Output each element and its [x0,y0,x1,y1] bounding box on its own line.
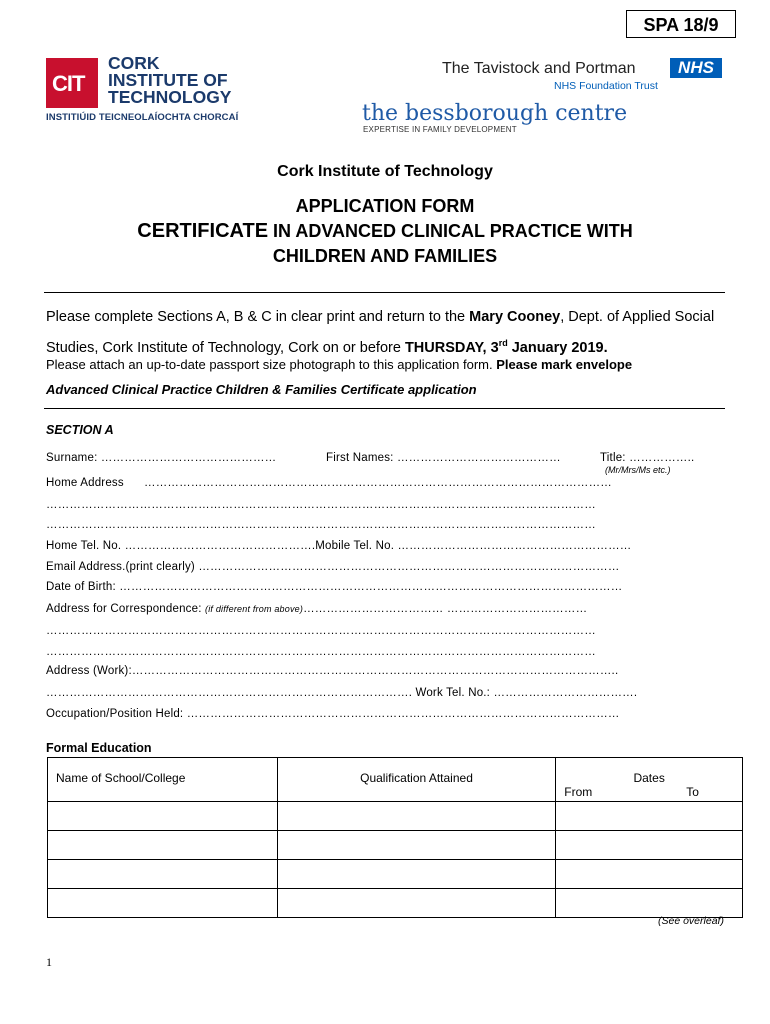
correspondence-address-line[interactable]: …………………………………………………………………………………………………………………………… [46,625,596,637]
cit-abbr: CIT [52,71,85,96]
qualification-cell[interactable] [277,889,556,918]
qualification-cell[interactable] [277,831,556,860]
deadline-date: THURSDAY, 3rd January 2019. [404,338,608,356]
nhs-logo: NHS [670,58,722,78]
qualification-cell[interactable] [277,802,556,831]
from-subheader: From [564,785,593,799]
certificate-word: CERTIFICATE [137,220,269,242]
dates-column-header: Dates From To [556,758,743,802]
nhs-trust-text: NHS Foundation Trust [554,80,658,92]
table-row [48,802,743,831]
dates-cell[interactable] [556,889,743,918]
column-header: Name of School/College [48,758,278,802]
certificate-subtitle: CHILDREN AND FAMILIES [272,246,498,266]
see-overleaf-note: (See overleaf) [658,915,724,927]
photo-instruction: Please attach an up-to-date passport size photograph to this application form. Please mark envelope [46,357,633,372]
phone-fields[interactable]: Home Tel. No. ………………………………………….Mobile Tel. No. …………………………………………………… [46,540,632,552]
table-row [48,860,743,889]
contact-name: Mary Cooney [469,309,561,325]
form-title: APPLICATION FORM [295,196,475,216]
institution-heading: Cork Institute of Technology [277,163,493,180]
table-row [48,889,743,918]
home-address-field[interactable]: ………………………………………………………………………………………………………… [144,477,612,489]
bessborough-tagline: EXPERTISE IN FAMILY DEVELOPMENT [363,125,517,134]
cit-irish-name: INSTITIÚID TEICNEOLAÍOCHTA CHORCAÍ [46,112,239,123]
correspondence-note: (if different from above) [205,604,304,614]
intro-text: , Dept. of Applied Social Studies, Cork Institute of Technology, Cork on or before [46,309,715,356]
intro-paragraph [46,304,726,361]
surname-field[interactable]: Surname: ……………………………………… [46,452,277,464]
tavistock-logo-text: The Tavistock and Portman [442,60,636,77]
title-field[interactable]: Title: …………….. [600,452,695,464]
home-address-label: Home Address [46,477,124,489]
school-cell[interactable] [48,860,278,889]
cit-logo [46,58,98,108]
correspondence-label: Address for Correspondence: [46,603,202,615]
cit-name-line: TECHNOLOGY [108,87,232,107]
envelope-label: Advanced Clinical Practice Children & Families Certificate application [46,382,477,397]
bessborough-logo-text: the bessborough centre [362,101,628,126]
qualification-cell[interactable] [277,860,556,889]
occupation-field[interactable]: Occupation/Position Held: ………………………………………………………………………………………………… [46,708,620,720]
school-cell[interactable] [48,802,278,831]
dates-cell[interactable] [556,802,743,831]
intro-text: Please complete Sections A, B & C in clear print and return to the [46,309,470,325]
table-row [48,831,743,860]
school-cell[interactable] [48,889,278,918]
certificate-title-rest: IN ADVANCED CLINICAL PRACTICE WITH [268,221,633,241]
column-header: Qualification Attained [277,758,556,802]
home-address-line[interactable]: …………………………………………………………………………………………………………………………… [46,519,596,531]
education-table [47,757,743,918]
correspondence-dots[interactable]: ……………………………… ……………………………… [303,603,588,615]
title-note: (Mr/Mrs/Ms etc.) [605,465,671,475]
certificate-title [0,220,770,243]
cit-name [108,55,231,106]
divider [44,292,725,293]
work-tel-field[interactable]: …………………………………………………………………………………. Work Tel. No.: ………………………………. [46,687,638,699]
dates-cell[interactable] [556,831,743,860]
form-reference-code: SPA 18/9 [626,10,736,38]
envelope-instruction: Please mark envelope [496,357,633,372]
dates-cell[interactable] [556,860,743,889]
page-number: 1 [46,955,52,969]
cit-name-line: CORK [108,53,160,73]
first-names-field[interactable]: First Names: …………………………………… [326,452,561,464]
email-field[interactable]: Email Address.(print clearly) ……………………………………………………………………………………………… [46,561,620,573]
divider [44,408,725,409]
correspondence-address-field[interactable] [46,603,587,615]
work-address-field[interactable]: Address (Work):…………………………………………………………………………………………………………….. [46,665,619,677]
correspondence-address-line[interactable]: …………………………………………………………………………………………………………………………… [46,646,596,658]
table-header-row [48,758,743,802]
section-a-heading: SECTION A [46,423,114,437]
to-subheader: To [686,785,699,799]
date-of-birth-field[interactable]: Date of Birth: ………………………………………………………………………………………………………………… [46,581,623,593]
cit-name-line: INSTITUTE OF [108,70,228,90]
school-cell[interactable] [48,831,278,860]
formal-education-heading: Formal Education [46,741,152,755]
home-address-line[interactable]: …………………………………………………………………………………………………………………………… [46,499,596,511]
